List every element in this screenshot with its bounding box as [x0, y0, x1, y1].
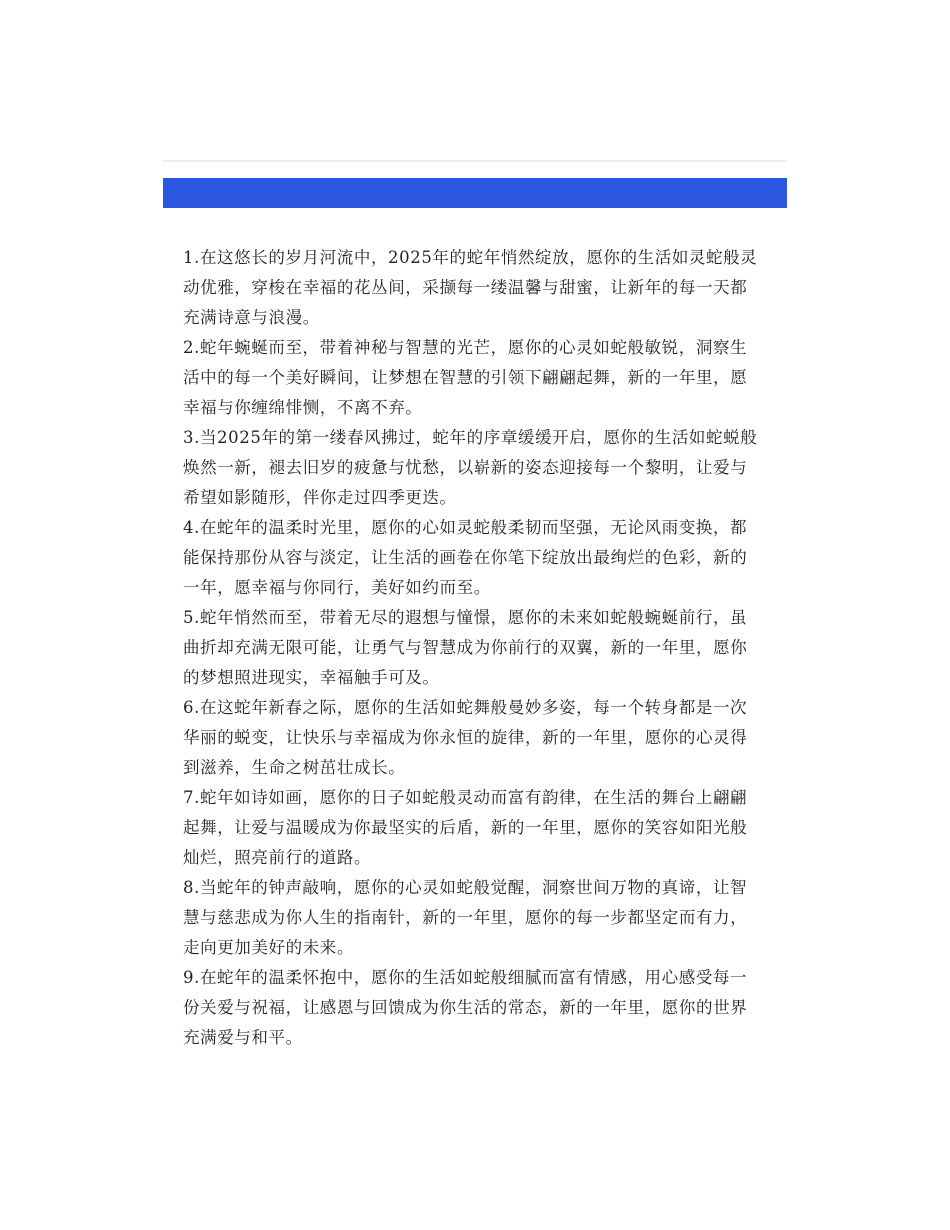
wish-paragraph-4: 4.在蛇年的温柔时光里，愿你的心如灵蛇般柔韧而坚强，无论风雨变换，都能保持那份从容与淡定，让生活的画卷在你笔下绽放出最绚烂的色彩，新的一年，愿幸福与你同行，美好如约而至。	[183, 518, 748, 597]
wish-paragraph-6: 6.在这蛇年新春之际，愿你的生活如蛇舞般曼妙多姿，每一个转身都是一次华丽的蜕变，让快乐与幸福成为你永恒的旋律，新的一年里，愿你的心灵得到滋养，生命之树茁壮成长。	[183, 698, 748, 777]
wish-paragraph-8: 8.当蛇年的钟声敲响，愿你的心灵如蛇般觉醒，洞察世间万物的真谛，让智慧与慈悲成为你人生的指南针，新的一年里，愿你的每一步都坚定而有力，走向更加美好的未来。	[183, 878, 748, 957]
header-banner	[163, 178, 787, 208]
wish-paragraph-2: 2.蛇年蜿蜒而至，带着神秘与智慧的光芒，愿你的心灵如蛇般敏锐，洞察生活中的每一个美好瞬间，让梦想在智慧的引领下翩翩起舞，新的一年里，愿幸福与你缠绵悱恻，不离不弃。	[183, 338, 748, 417]
wish-paragraph-1: 1.在这悠长的岁月河流中，2025年的蛇年悄然绽放，愿你的生活如灵蛇般灵动优雅，穿梭在幸福的花丛间，采撷每一缕温馨与甜蜜，让新年的每一天都充满诗意与浪漫。	[183, 248, 758, 327]
article-body	[183, 243, 763, 1053]
wish-paragraph-7: 7.蛇年如诗如画，愿你的日子如蛇般灵动而富有韵律，在生活的舞台上翩翩起舞，让爱与温暖成为你最坚实的后盾，新的一年里，愿你的笑容如阳光般灿烂，照亮前行的道路。	[183, 788, 748, 867]
wish-paragraph-9: 9.在蛇年的温柔怀抱中，愿你的生活如蛇般细腻而富有情感，用心感受每一份关爱与祝福，让感恩与回馈成为你生活的常态，新的一年里，愿你的世界充满爱与和平。	[183, 968, 748, 1047]
top-divider	[163, 160, 787, 162]
wish-paragraph-3: 3.当2025年的第一缕春风拂过，蛇年的序章缓缓开启，愿你的生活如蛇蜕般焕然一新，褪去旧岁的疲惫与忧愁，以崭新的姿态迎接每一个黎明，让爱与希望如影随形，伴你走过四季更迭。	[183, 428, 758, 507]
wish-paragraph-5: 5.蛇年悄然而至，带着无尽的遐想与憧憬，愿你的未来如蛇般蜿蜒前行，虽曲折却充满无限可能，让勇气与智慧成为你前行的双翼，新的一年里，愿你的梦想照进现实，幸福触手可及。	[183, 608, 748, 687]
